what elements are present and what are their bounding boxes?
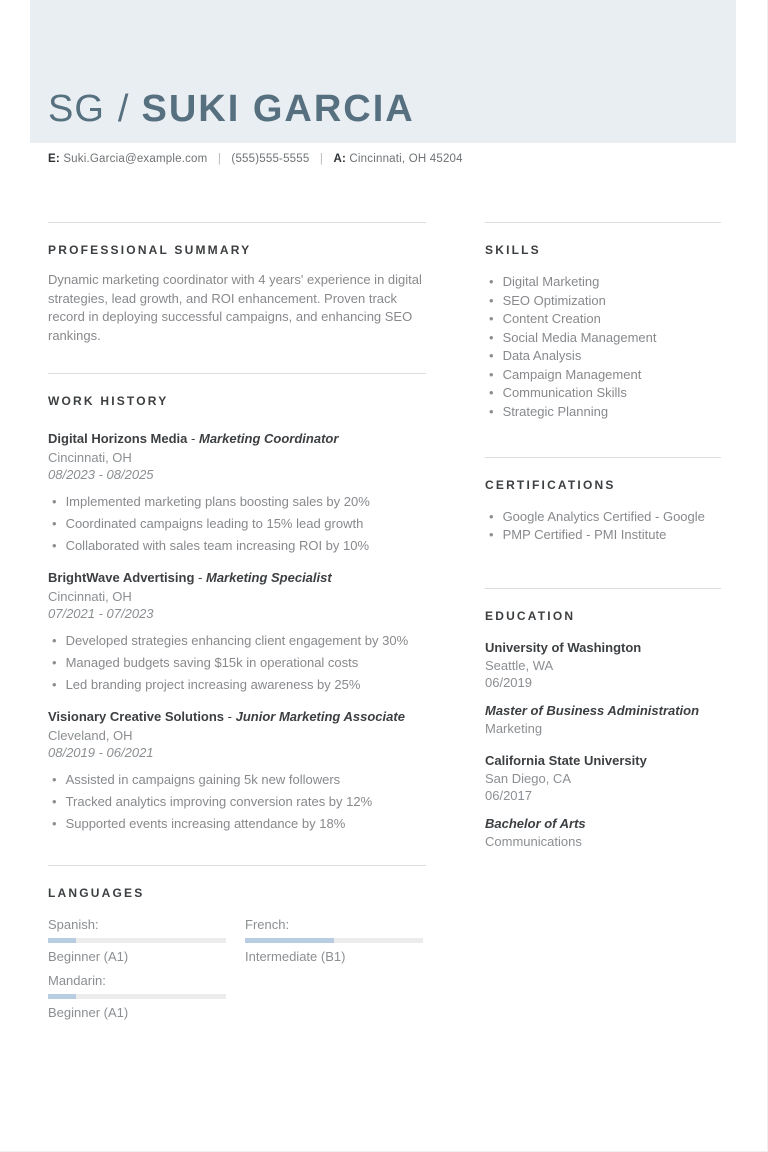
bullet-icon: •: [489, 292, 494, 308]
bullet-icon: •: [52, 772, 57, 787]
bullet-icon: •: [489, 329, 494, 345]
job-bullet-item: [48, 515, 426, 533]
job-bullet-text: Implemented marketing plans boosting sales by 20%: [65, 494, 370, 509]
job-role-separator: -: [198, 570, 203, 585]
monogram-initials: SG: [48, 88, 105, 130]
education-entry: [485, 640, 721, 690]
job-role: Junior Marketing Associate: [235, 709, 405, 724]
section-title-summary: PROFESSIONAL SUMMARY: [48, 243, 252, 257]
certification-item: [485, 508, 721, 526]
edu-date: 06/2019: [485, 675, 532, 690]
language-level: Beginner (A1): [48, 949, 129, 964]
bullet-icon: •: [52, 494, 57, 509]
job-bullet-item: [48, 537, 426, 555]
job-dates: 07/2021 - 07/2023: [48, 606, 154, 621]
certification-item: [485, 526, 721, 544]
language-level: Beginner (A1): [48, 1005, 129, 1020]
job-bullet-text: Tracked analytics improving conversion rates by 12%: [65, 794, 373, 809]
skill-text: Campaign Management: [502, 366, 642, 382]
job-company: Digital Horizons Media: [48, 431, 188, 446]
edu-date: 06/2017: [485, 788, 532, 803]
phone-value: (555)555-5555: [231, 153, 310, 165]
job-role-separator: -: [227, 709, 233, 724]
job-role-separator: -: [191, 431, 196, 446]
job-entry: [48, 708, 426, 833]
skill-item: [485, 329, 721, 347]
skill-item: [485, 366, 721, 384]
certification-text: Google Analytics Certified - Google: [502, 508, 705, 524]
skill-text: Digital Marketing: [502, 274, 600, 289]
name-separator: /: [117, 88, 129, 130]
job-entry: [48, 430, 426, 555]
contact-separator: |: [217, 153, 222, 165]
language-bar-fill: [245, 938, 334, 943]
bullet-icon: •: [52, 816, 57, 831]
job-bullet-item: [48, 654, 426, 672]
language-name: French:: [245, 917, 290, 932]
language-bar-track: [48, 994, 226, 999]
left-column: [48, 222, 426, 1020]
job-bullet-text: Collaborated with sales team increasing ROI by 10%: [65, 538, 370, 553]
header-band: [30, 0, 736, 143]
skill-item: [485, 384, 721, 402]
skill-text: Communication Skills: [502, 385, 627, 400]
section-divider: [485, 457, 721, 458]
skill-item: [485, 292, 721, 310]
section-title-work-history: WORK HISTORY: [48, 394, 169, 408]
job-bullet-item: [48, 632, 426, 650]
job-bullet-text: Assisted in campaigns gaining 5k new followers: [65, 772, 341, 787]
language-item: [48, 973, 245, 1020]
edu-degree: Master of Business Administration: [485, 703, 700, 718]
bullet-icon: •: [489, 403, 494, 419]
section-divider: [48, 865, 426, 866]
skill-text: Data Analysis: [502, 348, 582, 363]
job-bullet-list: [48, 493, 426, 555]
language-bar-fill: [48, 994, 76, 999]
job-title-line: [48, 569, 426, 586]
skill-item: [485, 310, 721, 328]
job-bullet-list: [48, 771, 426, 833]
job-bullet-item: [48, 771, 426, 789]
job-location: Cincinnati, OH: [48, 589, 132, 604]
bullet-icon: •: [52, 633, 57, 648]
certification-text: PMP Certified - PMI Institute: [502, 527, 667, 542]
language-item: [48, 917, 245, 964]
section-divider: [485, 222, 721, 223]
skills-list: [485, 273, 721, 421]
skill-text: SEO Optimization: [502, 292, 606, 308]
languages-grid: [48, 917, 426, 1020]
skill-item: [485, 347, 721, 365]
language-item: [245, 917, 426, 964]
bullet-icon: •: [52, 794, 57, 809]
skill-text: Content Creation: [502, 311, 601, 326]
education-entry: [485, 753, 721, 803]
address-label: A:: [333, 153, 347, 165]
right-column: [485, 222, 721, 1020]
job-bullet-item: [48, 493, 426, 511]
job-bullet-item: [48, 815, 426, 833]
job-bullet-item: [48, 793, 426, 811]
skill-item: [485, 273, 721, 291]
email-label: E:: [48, 153, 60, 165]
bullet-icon: •: [52, 516, 57, 531]
section-divider: [485, 588, 721, 589]
job-dates: 08/2019 - 06/2021: [48, 745, 154, 760]
edu-location: Seattle, WA: [485, 658, 554, 673]
job-bullet-text: Managed budgets saving $15k in operational costs: [65, 655, 359, 670]
address-value: Cincinnati, OH 45204: [349, 153, 463, 165]
certifications-list: [485, 508, 721, 545]
bullet-icon: •: [489, 348, 494, 363]
section-title-certifications: CERTIFICATIONS: [485, 477, 616, 492]
bullet-icon: •: [489, 311, 494, 326]
bullet-icon: •: [489, 274, 494, 289]
edu-field: Communications: [485, 834, 582, 849]
language-bar-track: [48, 938, 226, 943]
name-line: [48, 90, 415, 128]
bullet-icon: •: [489, 385, 494, 400]
email-value: Suki.Garcia@example.com: [63, 153, 208, 165]
section-divider: [48, 222, 426, 223]
job-dates: 08/2023 - 08/2025: [48, 467, 154, 482]
job-bullet-text: Developed strategies enhancing client engagement by 30%: [65, 633, 409, 648]
edu-degree: Bachelor of Arts: [485, 816, 586, 831]
skill-item: [485, 403, 721, 421]
skill-text: Social Media Management: [502, 329, 657, 345]
education-degree: [485, 816, 721, 849]
skill-text: Strategic Planning: [502, 403, 609, 419]
job-title-line: [48, 708, 426, 725]
job-company: Visionary Creative Solutions: [48, 709, 225, 724]
section-title-education: EDUCATION: [485, 609, 576, 623]
full-name: SUKI GARCIA: [141, 88, 415, 130]
job-bullet-list: [48, 632, 426, 694]
edu-school: University of Washington: [485, 640, 642, 655]
language-level: Intermediate (B1): [245, 949, 346, 964]
contact-separator: |: [319, 153, 324, 165]
job-title-line: [48, 430, 426, 447]
education-degree: [485, 703, 721, 736]
edu-field: Marketing: [485, 721, 543, 736]
summary-text: Dynamic marketing coordinator with 4 years' experience in digital strategies, lead growth, and ROI enhancement. Proven track record in deploying successful campaigns, and enhancing SEO rankings.: [48, 272, 422, 343]
edu-school: California State University: [485, 753, 647, 768]
bullet-icon: •: [489, 527, 494, 542]
job-bullet-item: [48, 676, 426, 694]
job-bullet-text: Led branding project increasing awareness by 25%: [65, 677, 361, 692]
language-bar-track: [245, 938, 423, 943]
job-bullet-text: Coordinated campaigns leading to 15% lead growth: [65, 516, 364, 531]
language-bar-fill: [48, 938, 76, 943]
bullet-icon: •: [52, 677, 57, 692]
bullet-icon: •: [52, 655, 57, 670]
edu-location: San Diego, CA: [485, 771, 571, 786]
language-name: Mandarin:: [48, 973, 106, 988]
job-role: Marketing Coordinator: [199, 431, 339, 446]
job-company: BrightWave Advertising: [48, 570, 195, 585]
job-entry: [48, 569, 426, 694]
content-columns: [48, 222, 721, 1020]
bullet-icon: •: [489, 508, 494, 524]
bullet-icon: •: [52, 538, 57, 553]
section-divider: [48, 373, 426, 374]
section-title-languages: LANGUAGES: [48, 886, 145, 900]
job-role: Marketing Specialist: [205, 570, 332, 585]
job-location: Cincinnati, OH: [48, 450, 132, 465]
job-location: Cleveland, OH: [48, 728, 133, 743]
language-name: Spanish:: [48, 917, 99, 932]
contact-line: [48, 153, 721, 165]
section-title-skills: SKILLS: [485, 243, 541, 257]
job-bullet-text: Supported events increasing attendance by 18%: [65, 816, 346, 831]
bullet-icon: •: [489, 366, 494, 382]
